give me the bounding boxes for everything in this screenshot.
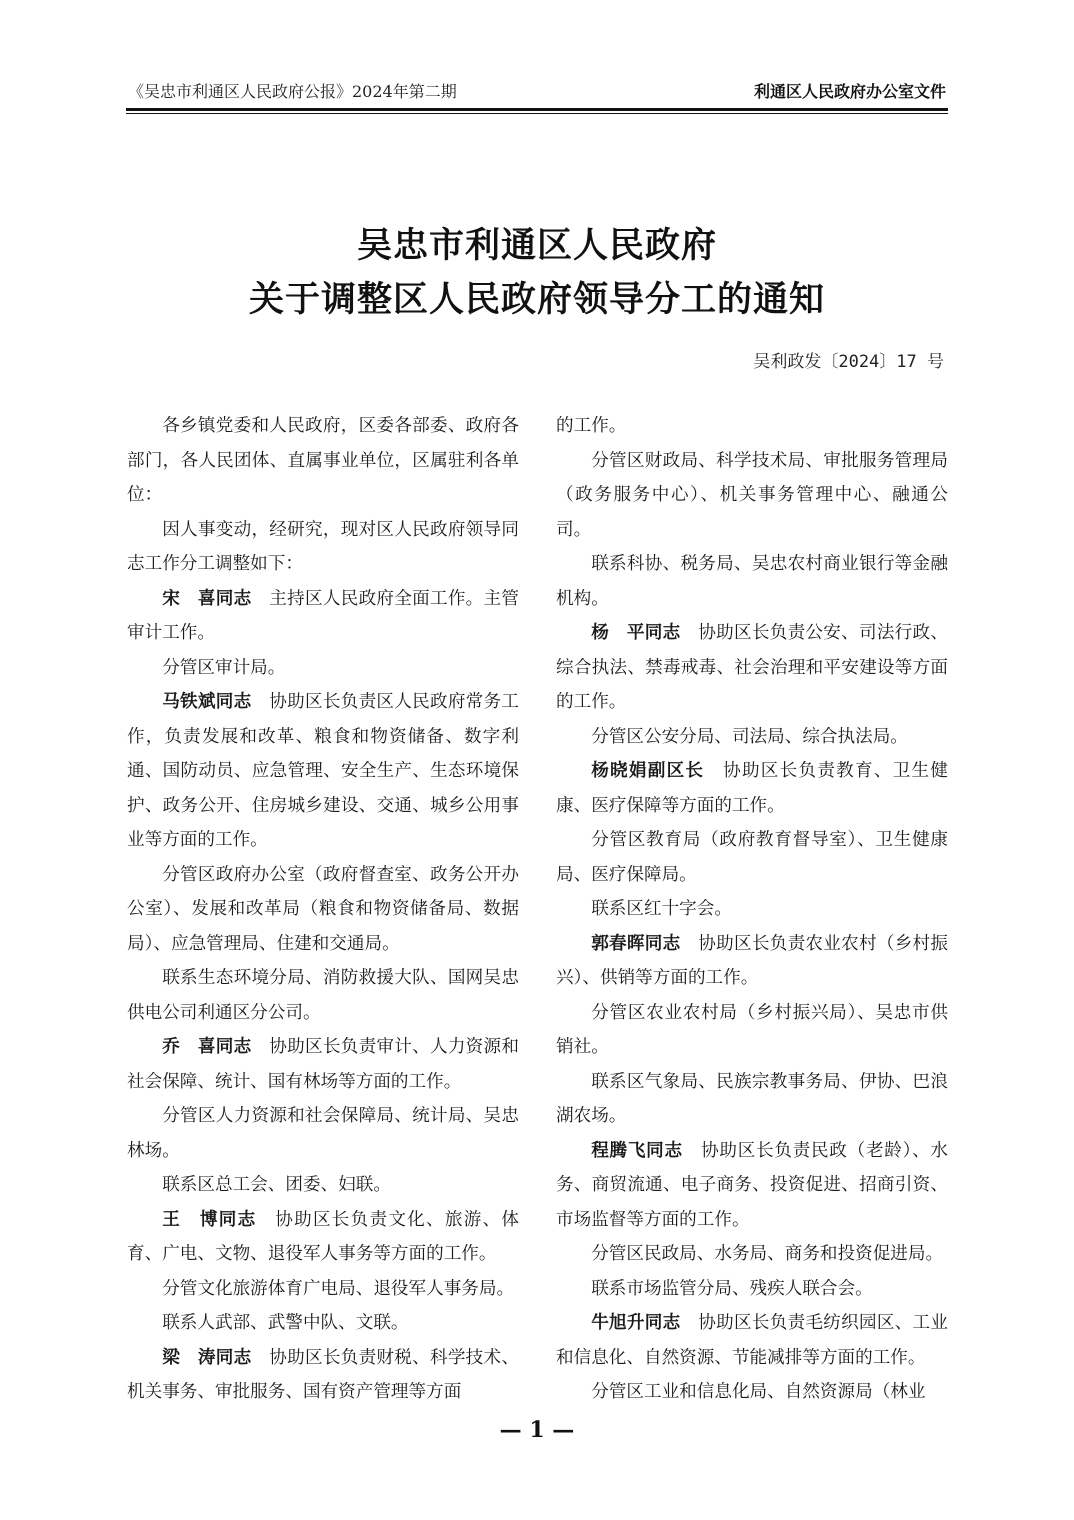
paragraph-text: 因人事变动，经研究，现对区人民政府领导同志工作分工调整如下： (127, 519, 519, 574)
header-left: 《吴忠市利通区人民政府公报》2024年第二期 (128, 82, 457, 101)
header-right: 利通区人民政府办公室文件 (753, 82, 946, 101)
body-paragraph (127, 1306, 519, 1341)
official-name: 梁 涛同志 (162, 1347, 252, 1368)
paragraph-text: 分管文化旅游体育广电局、退役军人事务局。 (162, 1278, 515, 1299)
page-number: — 1 — (499, 1417, 575, 1443)
body-paragraph (556, 409, 948, 444)
paragraph-text: 分管区教育局（政府教育督导室）、卫生健康局、医疗保障局。 (556, 830, 948, 885)
body-paragraph (127, 685, 519, 858)
official-name: 王 博同志 (162, 1209, 257, 1230)
body-paragraph (127, 1030, 519, 1099)
body-paragraph (556, 547, 948, 616)
body-paragraph (556, 1306, 948, 1375)
body-paragraph (127, 409, 519, 513)
body-paragraph (127, 1272, 519, 1307)
body-paragraph (127, 582, 519, 651)
paragraph-text: 分管区财政局、科学技术局、审批服务管理局（政务服务中心）、机关事务管理中心、融通公司。 (556, 450, 948, 540)
paragraph-text: 主持区人民政府全面工作。主管审计工作。 (127, 588, 519, 643)
paragraph-text: 分管区公安分局、司法局、综合执法局。 (591, 726, 908, 747)
paragraph-text: 分管区政府办公室（政府督查室、政务公开办公室）、发展和改革局（粮食和物资储备局、数据局）、应急管理局、住建和交通局。 (127, 864, 519, 954)
body-paragraph (556, 1375, 948, 1410)
official-name: 宋 喜同志 (162, 588, 252, 609)
paragraph-text: 联系区气象局、民族宗教事务局、伊协、巴浪湖农场。 (556, 1071, 948, 1126)
body-paragraph (556, 1134, 948, 1238)
body-paragraph (556, 1237, 948, 1272)
paragraph-text: 分管区人力资源和社会保障局、统计局、吴忠林场。 (127, 1106, 519, 1161)
body-column-right (556, 409, 948, 1410)
official-name: 杨 平同志 (591, 623, 681, 643)
body-paragraph (556, 892, 948, 927)
body-paragraph (127, 858, 519, 962)
paragraph-text: 联系市场监管分局、残疾人联合会。 (591, 1278, 873, 1299)
body-paragraph (556, 1065, 948, 1134)
body-paragraph (556, 1272, 948, 1307)
paragraph-text: 各乡镇党委和人民政府，区委各部委、政府各部门，各人民团体、直属事业单位，区属驻利各单位： (127, 416, 519, 505)
paragraph-text: 联系人武部、武警中队、文联。 (162, 1313, 409, 1333)
official-name: 程腾飞同志 (591, 1140, 683, 1161)
paragraph-text: 协助区长负责财税、科学技术、机关事务、审批服务、国有资产管理等方面 (127, 1347, 519, 1402)
paragraph-text: 联系生态环境分局、消防救援大队、国网吴忠供电公司利通区分公司。 (127, 968, 519, 1023)
document-number: 吴利政发〔2024〕17 号 (753, 352, 944, 372)
body-paragraph (556, 720, 948, 755)
official-name: 乔 喜同志 (162, 1037, 252, 1057)
paragraph-text: 协助区长负责毛纺织园区、工业和信息化、自然资源、节能减排等方面的工作。 (556, 1313, 948, 1368)
paragraph-text: 协助区长负责公安、司法行政、综合执法、禁毒戒毒、社会治理和平安建设等方面的工作。 (556, 623, 948, 712)
body-paragraph (127, 1203, 519, 1272)
paragraph-text: 联系区总工会、团委、妇联。 (162, 1175, 391, 1195)
body-paragraph (556, 616, 948, 720)
official-name: 牛旭升同志 (591, 1313, 681, 1333)
paragraph-text: 协助区长负责教育、卫生健康、医疗保障等方面的工作。 (556, 761, 948, 816)
body-paragraph (556, 927, 948, 996)
body-column-left (127, 409, 519, 1410)
paragraph-text: 联系区红十字会。 (591, 899, 732, 919)
paragraph-text: 联系科协、税务局、吴忠农村商业银行等金融机构。 (556, 554, 948, 609)
paragraph-text: 协助区长负责文化、旅游、体育、广电、文物、退役军人事务等方面的工作。 (127, 1209, 519, 1264)
body-paragraph (127, 961, 519, 1030)
paragraph-text: 协助区长负责区人民政府常务工作，负责发展和改革、粮食和物资储备、数字利通、国防动员、应急管理、安全生产、生态环境保护、政务公开、住房城乡建设、交通、城乡公用事业等方面的工作。 (127, 692, 519, 850)
body-paragraph (127, 1099, 519, 1168)
official-name: 杨晓娟副区长 (591, 761, 705, 781)
paragraph-text: 分管区民政局、水务局、商务和投资促进局。 (591, 1244, 944, 1264)
paragraph-text: 协助区长负责民政（老龄）、水务、商贸流通、电子商务、投资促进、招商引资、市场监督等方面的工作。 (556, 1140, 948, 1230)
body-paragraph (127, 1341, 519, 1410)
header-rule-thin (126, 113, 948, 114)
body-paragraph (556, 823, 948, 892)
paragraph-text: 分管区农业农村局（乡村振兴局）、吴忠市供销社。 (556, 1002, 948, 1057)
document-title-line-2: 关于调整区人民政府领导分工的通知 (248, 279, 825, 320)
paragraph-text: 分管区工业和信息化局、自然资源局（林业 (591, 1382, 926, 1402)
paragraph-text: 的工作。 (556, 416, 627, 436)
official-name: 郭春晖同志 (591, 933, 681, 954)
body-paragraph (127, 513, 519, 582)
document-title-line-1: 吴忠市利通区人民政府 (356, 225, 717, 266)
official-name: 马铁斌同志 (162, 692, 252, 712)
header-rule-thick (126, 108, 948, 111)
paragraph-text: 协助区长负责审计、人力资源和社会保障、统计、国有林场等方面的工作。 (127, 1037, 519, 1092)
body-paragraph (127, 1168, 519, 1203)
body-paragraph (556, 996, 948, 1065)
body-paragraph (556, 754, 948, 823)
paragraph-text: 协助区长负责农业农村（乡村振兴）、供销等方面的工作。 (556, 933, 948, 988)
body-paragraph (127, 651, 519, 686)
body-paragraph (556, 444, 948, 548)
paragraph-text: 分管区审计局。 (162, 657, 286, 678)
